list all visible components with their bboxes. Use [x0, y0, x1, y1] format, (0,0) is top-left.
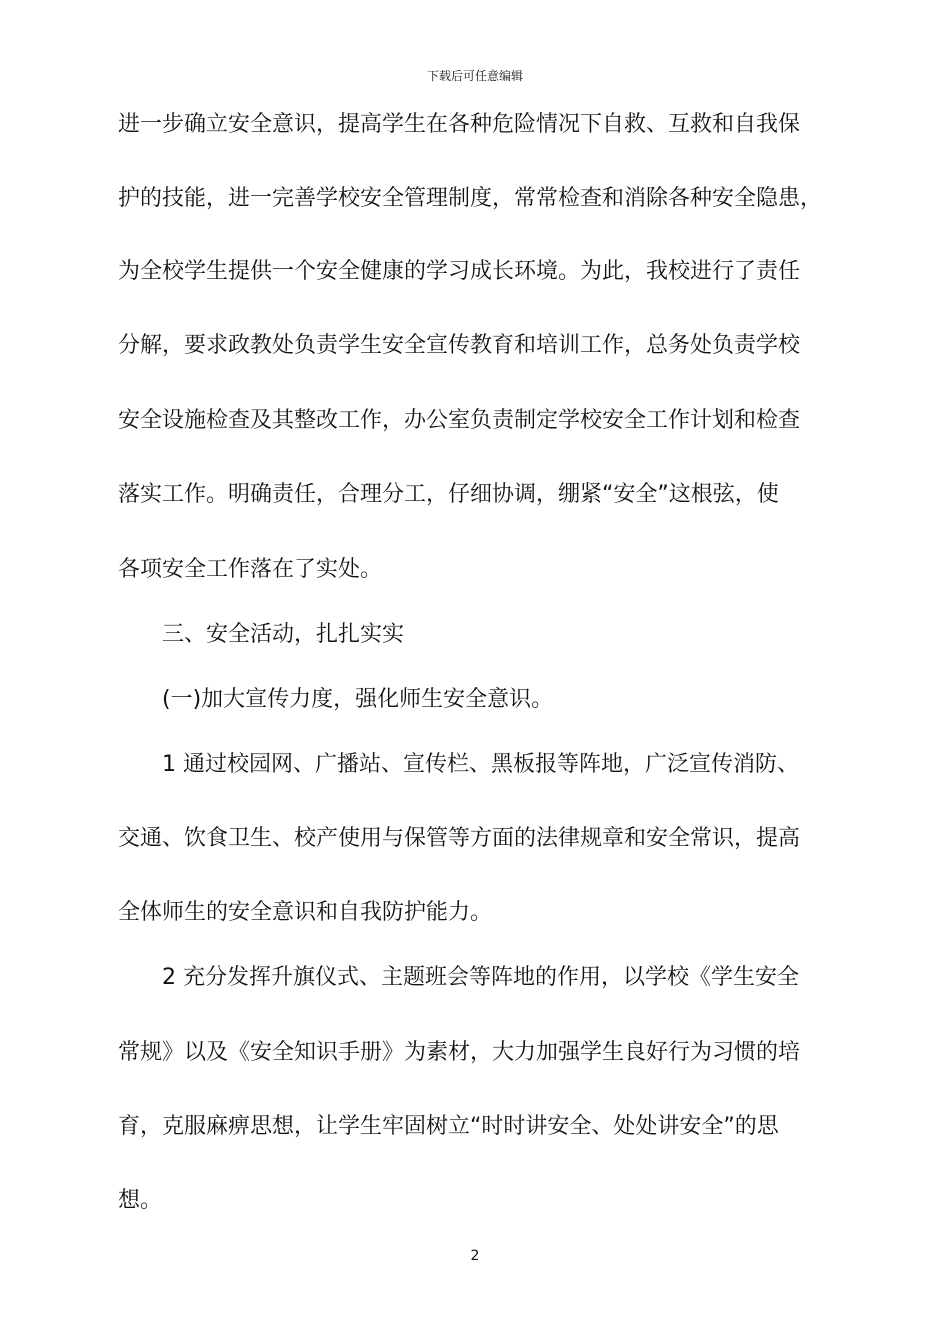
body-line: 落实工作。明确责任，合理分工，仔细协调，绷紧“安全”这根弦，使: [118, 482, 779, 507]
body-line: 想。: [118, 1188, 163, 1213]
section-heading: 三、安全活动，扎扎实实: [162, 622, 405, 647]
page-header: 下载后可任意编辑: [426, 69, 523, 83]
body-line: 进一步确立安全意识，提高学生在各种危险情况下自救、互救和自我保: [118, 112, 801, 137]
page-number: 2: [470, 1248, 480, 1264]
subsection-heading: (一)加大宣传力度，强化师生安全意识。: [162, 687, 554, 712]
body-line: 分解，要求政教处负责学生安全宣传教育和培训工作，总务处负责学校: [118, 333, 801, 358]
body-line: 为全校学生提供一个安全健康的学习成长环境。为此，我校进行了责任: [118, 259, 801, 284]
body-line: 全体师生的安全意识和自我防护能力。: [118, 900, 493, 925]
body-line: 育，克服麻痹思想，让学生牢固树立“时时讲安全、处处讲安全”的思: [118, 1114, 779, 1139]
body-line: 各项安全工作落在了实处。: [118, 557, 383, 582]
body-line: 安全设施检查及其整改工作，办公室负责制定学校安全工作计划和检查: [118, 408, 801, 433]
body-line: 常规》以及《安全知识手册》为素材，大力加强学生良好行为习惯的培: [118, 1040, 801, 1065]
body-line: 交通、饮食卫生、校产使用与保管等方面的法律规章和安全常识，提高: [118, 826, 801, 851]
body-line: 2 充分发挥升旗仪式、主题班会等阵地的作用，以学校《学生安全: [162, 965, 799, 990]
body-line: 1 通过校园网、广播站、宣传栏、黑板报等阵地，广泛宣传消防、: [162, 752, 799, 777]
body-line: 护的技能，进一完善学校安全管理制度，常常检查和消除各种安全隐患，: [118, 186, 823, 211]
